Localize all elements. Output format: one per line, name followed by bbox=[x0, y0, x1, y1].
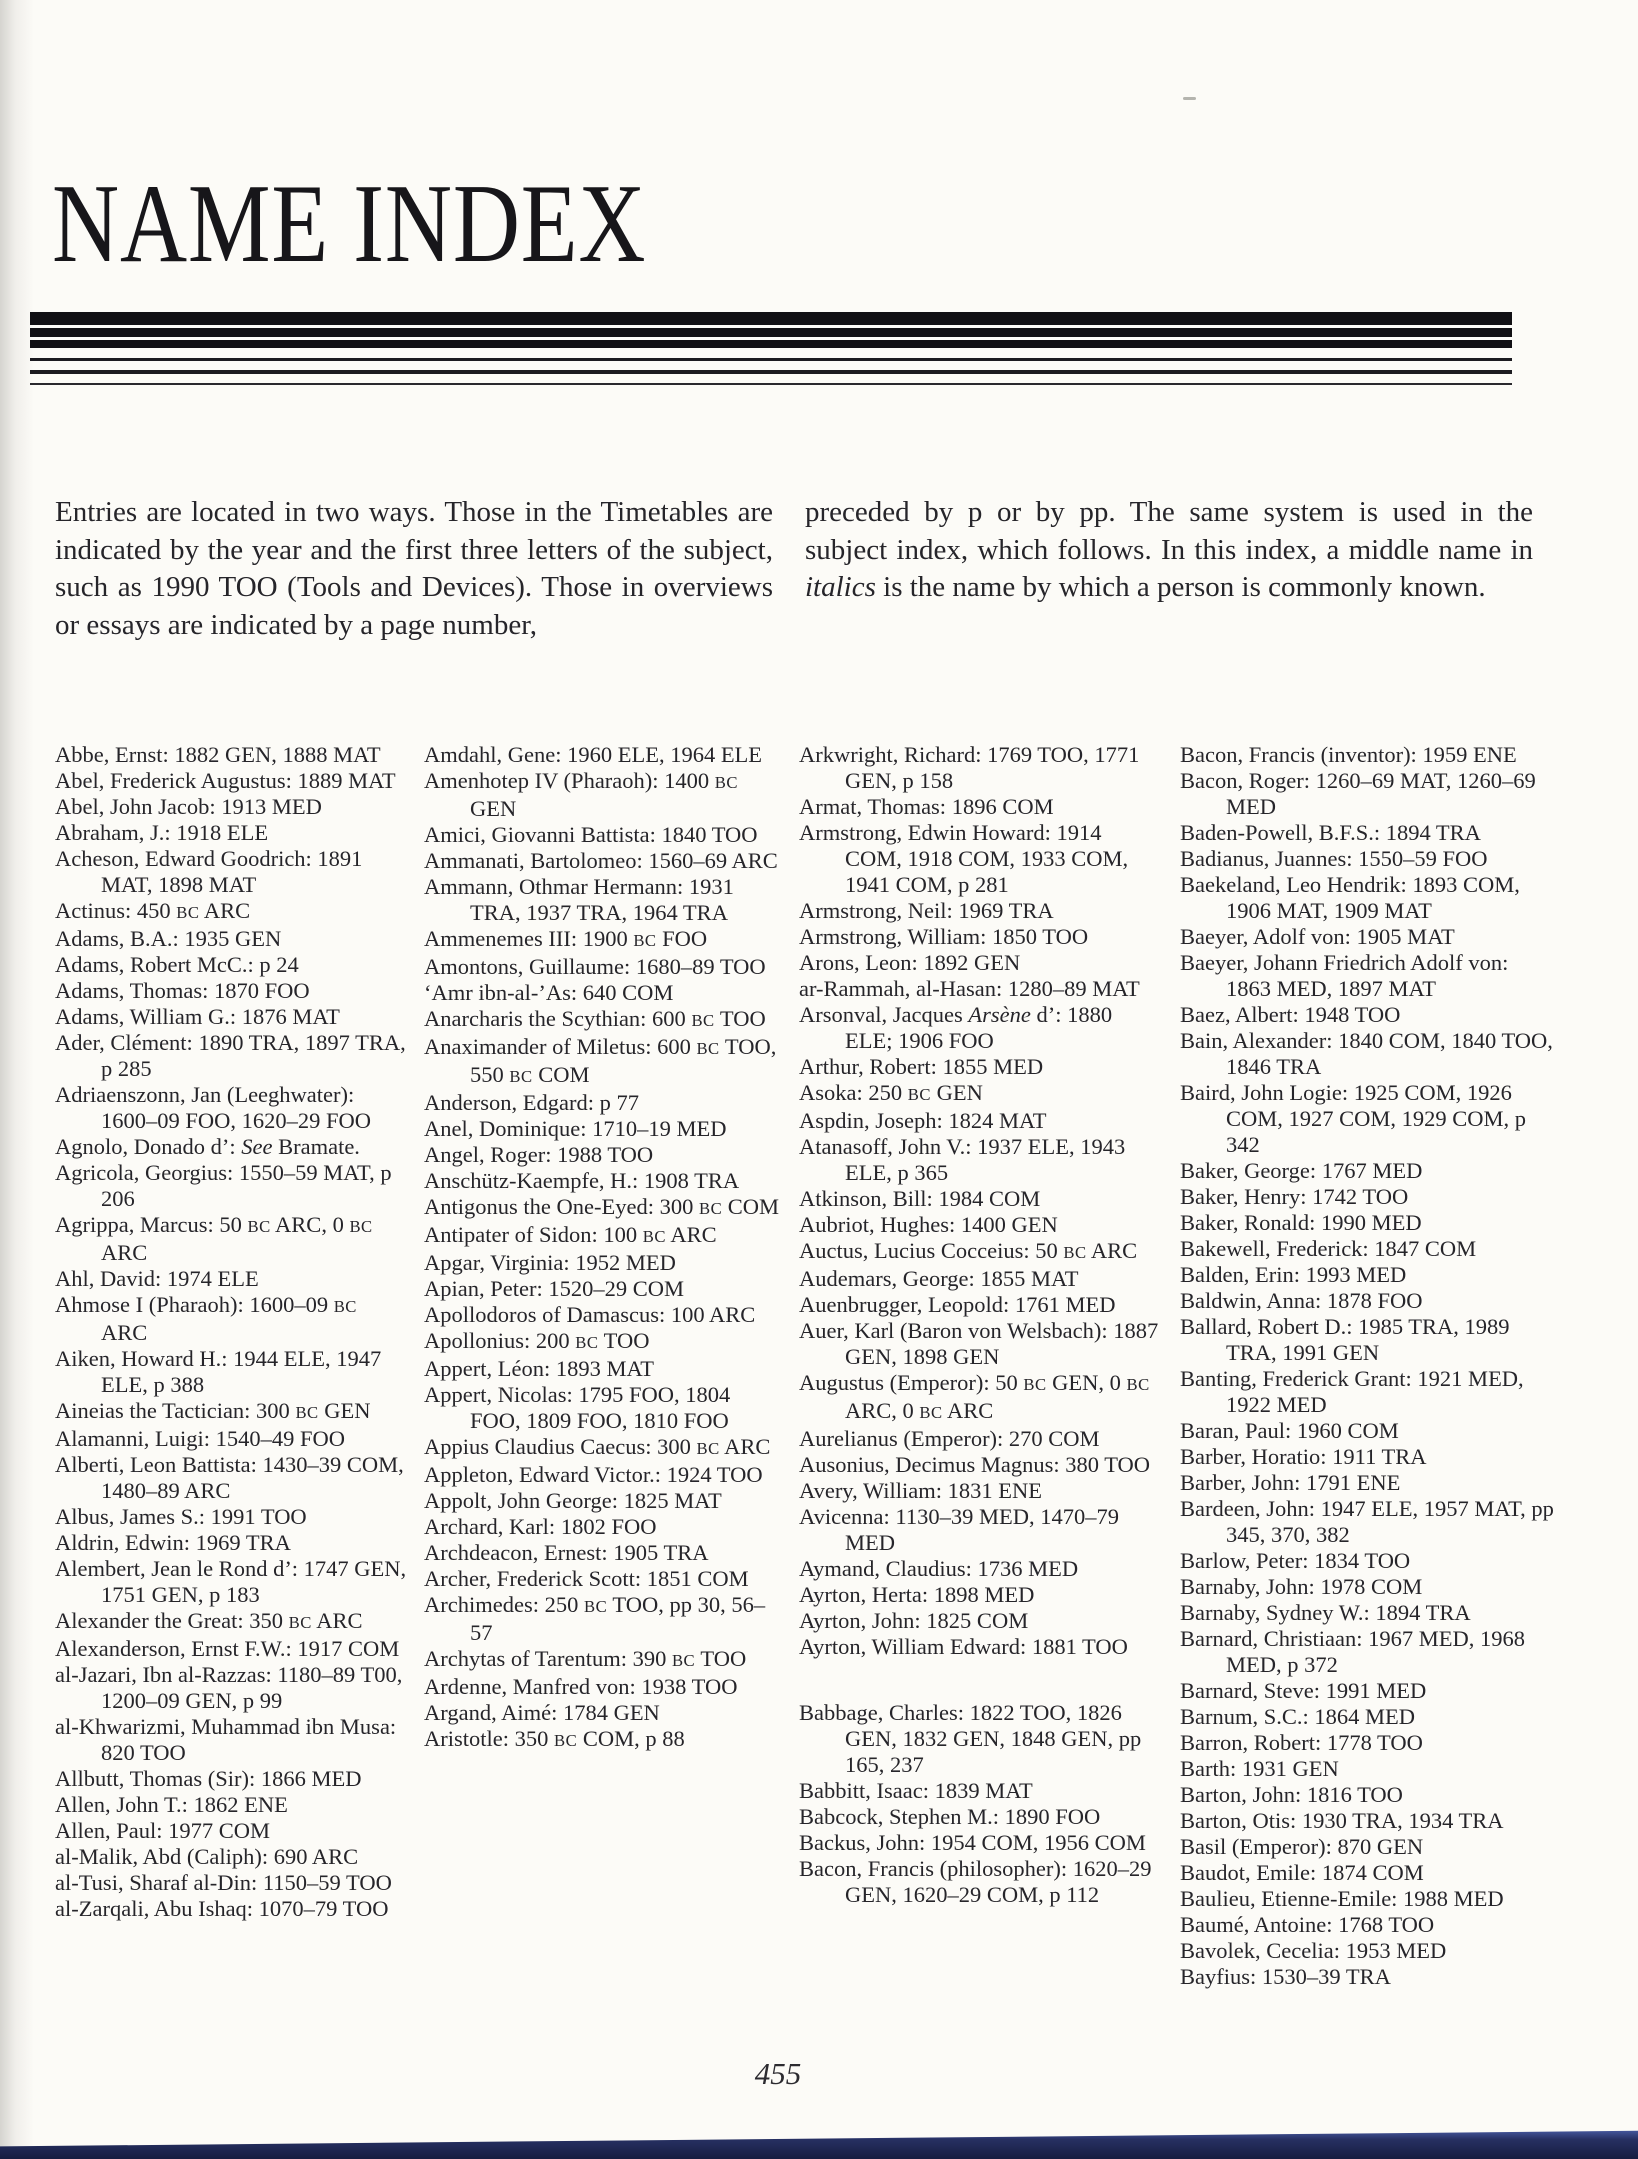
index-entry: Armat, Thomas: 1896 COM bbox=[799, 794, 1054, 819]
index-entry: Abbe, Ernst: 1882 GEN, 1888 MAT bbox=[55, 742, 381, 767]
index-entry: Apgar, Virginia: 1952 MED bbox=[424, 1250, 676, 1275]
index-entry: Angel, Roger: 1988 TOO bbox=[424, 1142, 654, 1167]
index-entry: Alberti, Leon Battista: 1430–39 COM, 1480–89 ARC bbox=[55, 1452, 404, 1503]
index-entry: Alexander the Great: 350 BC ARC bbox=[55, 1608, 363, 1633]
index-entry: Baudot, Emile: 1874 COM bbox=[1180, 1860, 1424, 1885]
index-entry: Ayrton, John: 1825 COM bbox=[799, 1608, 1029, 1633]
index-entry: Ahl, David: 1974 ELE bbox=[55, 1266, 259, 1291]
divider-bar bbox=[30, 340, 1512, 348]
index-entry: Aubriot, Hughes: 1400 GEN bbox=[799, 1212, 1058, 1237]
index-entry: Balden, Erin: 1993 MED bbox=[1180, 1262, 1407, 1287]
index-entry: Banting, Frederick Grant: 1921 MED, 1922 MED bbox=[1180, 1366, 1524, 1417]
index-entry: Badianus, Juannes: 1550–59 FOO bbox=[1180, 846, 1488, 871]
index-entry: Barlow, Peter: 1834 TOO bbox=[1180, 1548, 1411, 1573]
index-entry: ‘Amr ibn-al-’As: 640 COM bbox=[424, 980, 674, 1005]
index-entry: Bakewell, Frederick: 1847 COM bbox=[1180, 1236, 1477, 1261]
name-index bbox=[55, 742, 1555, 1990]
index-entry: Baeyer, Adolf von: 1905 MAT bbox=[1180, 924, 1455, 949]
index-entry: Audemars, George: 1855 MAT bbox=[799, 1266, 1079, 1291]
index-entry: Baden-Powell, B.F.S.: 1894 TRA bbox=[1180, 820, 1481, 845]
page-edge-shadow bbox=[0, 0, 34, 2159]
index-entry: Amici, Giovanni Battista: 1840 TOO bbox=[424, 822, 758, 847]
index-entry: Babbitt, Isaac: 1839 MAT bbox=[799, 1778, 1033, 1803]
index-entry: Auctus, Lucius Cocceius: 50 BC ARC bbox=[799, 1238, 1138, 1263]
title-divider-rules bbox=[30, 312, 1512, 385]
index-entry: Archard, Karl: 1802 FOO bbox=[424, 1514, 657, 1539]
section-gap bbox=[799, 1660, 1163, 1700]
index-entry: Aurelianus (Emperor): 270 COM bbox=[799, 1426, 1100, 1451]
index-entry: Anel, Dominique: 1710–19 MED bbox=[424, 1116, 727, 1141]
divider-line bbox=[30, 370, 1512, 374]
index-entry: Barnard, Steve: 1991 MED bbox=[1180, 1678, 1427, 1703]
index-entry: Ausonius, Decimus Magnus: 380 TOO bbox=[799, 1452, 1151, 1477]
divider-line bbox=[30, 358, 1512, 361]
page-title: NAME INDEX bbox=[52, 162, 647, 286]
index-entry: Aristotle: 350 BC COM, p 88 bbox=[424, 1726, 685, 1751]
index-entry: Ballard, Robert D.: 1985 TRA, 1989 TRA, 1991 GEN bbox=[1180, 1314, 1510, 1365]
index-entry: al-Tusi, Sharaf al-Din: 1150–59 TOO bbox=[55, 1870, 392, 1895]
index-entry: Antigonus the One-Eyed: 300 BC COM bbox=[424, 1194, 780, 1219]
index-entry: Aymand, Claudius: 1736 MED bbox=[799, 1556, 1079, 1581]
index-entry: Baldwin, Anna: 1878 FOO bbox=[1180, 1288, 1423, 1313]
index-entry: Arkwright, Richard: 1769 TOO, 1771 GEN, p 158 bbox=[799, 742, 1140, 793]
index-entry: Ammann, Othmar Hermann: 1931 TRA, 1937 TRA, 1964 TRA bbox=[424, 874, 734, 925]
index-entry: Aldrin, Edwin: 1969 TRA bbox=[55, 1530, 291, 1555]
index-entry: Actinus: 450 BC ARC bbox=[55, 898, 251, 923]
index-entry: Bain, Alexander: 1840 COM, 1840 TOO, 1846 TRA bbox=[1180, 1028, 1553, 1079]
index-entry: Ammanati, Bartolomeo: 1560–69 ARC bbox=[424, 848, 778, 873]
index-entry: Allen, John T.: 1862 ENE bbox=[55, 1792, 288, 1817]
index-entry: Archer, Frederick Scott: 1851 COM bbox=[424, 1566, 749, 1591]
divider-bar bbox=[30, 328, 1512, 337]
index-column-2 bbox=[424, 742, 782, 1754]
index-entry: Archimedes: 250 BC TOO, pp 30, 56–57 bbox=[424, 1592, 766, 1645]
index-entry: Ader, Clément: 1890 TRA, 1897 TRA, p 285 bbox=[55, 1030, 406, 1081]
index-entry: Anarcharis the Scythian: 600 BC TOO bbox=[424, 1006, 766, 1031]
index-entry: Aiken, Howard H.: 1944 ELE, 1947 ELE, p 388 bbox=[55, 1346, 382, 1397]
index-entry: Barnum, S.C.: 1864 MED bbox=[1180, 1704, 1416, 1729]
index-entry: al-Zarqali, Abu Ishaq: 1070–79 TOO bbox=[55, 1896, 389, 1921]
page-number: 455 bbox=[754, 2056, 802, 2091]
index-entry: Antipater of Sidon: 100 BC ARC bbox=[424, 1222, 717, 1247]
index-entry: Arsonval, Jacques Arsène d’: 1880 ELE; 1906 FOO bbox=[799, 1002, 1113, 1053]
index-entry: al-Khwarizmi, Muhammad ibn Musa: 820 TOO bbox=[55, 1714, 397, 1765]
index-entry: Arons, Leon: 1892 GEN bbox=[799, 950, 1021, 975]
index-entry: Bardeen, John: 1947 ELE, 1957 MAT, pp 345, 370, 382 bbox=[1180, 1496, 1554, 1547]
intro-paragraph-left: Entries are located in two ways. Those in the Timetables are indicated by the year and the first three letters of the subject, such as 1990 TOO (Tools and Devices). Those in overviews or essays are indicated by a page number, bbox=[55, 496, 773, 641]
book-cover-edge bbox=[0, 2129, 1638, 2159]
index-entry: Babbage, Charles: 1822 TOO, 1826 GEN, 1832 GEN, 1848 GEN, pp 165, 237 bbox=[799, 1700, 1142, 1777]
index-entry: Alexanderson, Ernst F.W.: 1917 COM bbox=[55, 1636, 400, 1661]
index-entry: Allbutt, Thomas (Sir): 1866 MED bbox=[55, 1766, 362, 1791]
index-entry: Barton, John: 1816 TOO bbox=[1180, 1782, 1403, 1807]
index-entry: Alembert, Jean le Rond d’: 1747 GEN, 1751 GEN, p 183 bbox=[55, 1556, 407, 1607]
index-entry: Arthur, Robert: 1855 MED bbox=[799, 1054, 1044, 1079]
index-entry: Avicenna: 1130–39 MED, 1470–79 MED bbox=[799, 1504, 1119, 1555]
index-entry: Alamanni, Luigi: 1540–49 FOO bbox=[55, 1426, 345, 1451]
intro-paragraphs bbox=[55, 494, 1533, 644]
index-entry: Baumé, Antoine: 1768 TOO bbox=[1180, 1912, 1435, 1937]
divider-bar bbox=[30, 312, 1512, 325]
index-entry: Barnaby, Sydney W.: 1894 TRA bbox=[1180, 1600, 1471, 1625]
index-entry: Agricola, Georgius: 1550–59 MAT, p 206 bbox=[55, 1160, 392, 1211]
index-entry: Babcock, Stephen M.: 1890 FOO bbox=[799, 1804, 1101, 1829]
index-entry: ar-Rammah, al-Hasan: 1280–89 MAT bbox=[799, 976, 1140, 1001]
index-entry: Barton, Otis: 1930 TRA, 1934 TRA bbox=[1180, 1808, 1504, 1833]
index-entry: Adriaenszonn, Jan (Leeghwater): 1600–09 FOO, 1620–29 FOO bbox=[55, 1082, 372, 1133]
index-entry: al-Jazari, Ibn al-Razzas: 1180–89 T00, 1200–09 GEN, p 99 bbox=[55, 1662, 403, 1713]
index-entry: Bacon, Francis (philosopher): 1620–29 GEN, 1620–29 COM, p 112 bbox=[799, 1856, 1152, 1907]
index-entry: Asoka: 250 BC GEN bbox=[799, 1080, 983, 1105]
index-entry: Barth: 1931 GEN bbox=[1180, 1756, 1339, 1781]
index-entry: Barnaby, John: 1978 COM bbox=[1180, 1574, 1423, 1599]
index-entry: Archytas of Tarentum: 390 BC TOO bbox=[424, 1646, 747, 1671]
index-entry: Albus, James S.: 1991 TOO bbox=[55, 1504, 307, 1529]
scan-artifact-mark bbox=[1183, 97, 1196, 100]
index-entry: Amenhotep IV (Pharaoh): 1400 BC GEN bbox=[424, 768, 738, 821]
index-entry: Apian, Peter: 1520–29 COM bbox=[424, 1276, 684, 1301]
index-entry: Argand, Aimé: 1784 GEN bbox=[424, 1700, 660, 1725]
index-entry: Basil (Emperor): 870 GEN bbox=[1180, 1834, 1424, 1859]
index-entry: Ahmose I (Pharaoh): 1600–09 BC ARC bbox=[55, 1292, 357, 1345]
index-entry: Appius Claudius Caecus: 300 BC ARC bbox=[424, 1434, 771, 1459]
index-entry: Agnolo, Donado d’: See Bramate. bbox=[55, 1134, 360, 1159]
index-entry: Baran, Paul: 1960 COM bbox=[1180, 1418, 1399, 1443]
index-entry: Baker, Ronald: 1990 MED bbox=[1180, 1210, 1422, 1235]
index-entry: Atanasoff, John V.: 1937 ELE, 1943 ELE, p 365 bbox=[799, 1134, 1126, 1185]
index-entry: Auer, Karl (Baron von Welsbach): 1887 GEN, 1898 GEN bbox=[799, 1318, 1159, 1369]
index-entry: Anderson, Edgard: p 77 bbox=[424, 1090, 639, 1115]
index-entry: Barron, Robert: 1778 TOO bbox=[1180, 1730, 1423, 1755]
intro-paragraph-right: preceded by p or by pp. The same system is used in the subject index, which follows. In this index, a middle name in italics is the name by which a person is commonly known. bbox=[805, 496, 1533, 603]
index-entry: Apollonius: 200 BC TOO bbox=[424, 1328, 650, 1353]
index-entry: Appert, Léon: 1893 MAT bbox=[424, 1356, 654, 1381]
index-entry: Bacon, Francis (inventor): 1959 ENE bbox=[1180, 742, 1517, 767]
index-entry: Aspdin, Joseph: 1824 MAT bbox=[799, 1108, 1047, 1133]
index-entry: Archdeacon, Ernest: 1905 TRA bbox=[424, 1540, 709, 1565]
index-entry: Augustus (Emperor): 50 BC GEN, 0 BC ARC, 0 BC ARC bbox=[799, 1370, 1150, 1423]
index-entry: Baez, Albert: 1948 TOO bbox=[1180, 1002, 1401, 1027]
index-entry: Allen, Paul: 1977 COM bbox=[55, 1818, 271, 1843]
index-entry: Apollodoros of Damascus: 100 ARC bbox=[424, 1302, 756, 1327]
index-entry: Aineias the Tactician: 300 BC GEN bbox=[55, 1398, 371, 1423]
index-entry: Ayrton, Herta: 1898 MED bbox=[799, 1582, 1035, 1607]
index-entry: Agrippa, Marcus: 50 BC ARC, 0 BC ARC bbox=[55, 1212, 373, 1265]
index-entry: Ardenne, Manfred von: 1938 TOO bbox=[424, 1674, 738, 1699]
index-entry: Baekeland, Leo Hendrik: 1893 COM, 1906 MAT, 1909 MAT bbox=[1180, 872, 1520, 923]
index-entry: Amontons, Guillaume: 1680–89 TOO bbox=[424, 954, 766, 979]
index-entry: Adams, B.A.: 1935 GEN bbox=[55, 926, 282, 951]
index-entry: Amdahl, Gene: 1960 ELE, 1964 ELE bbox=[424, 742, 763, 767]
index-entry: Armstrong, Edwin Howard: 1914 COM, 1918 COM, 1933 COM, 1941 COM, p 281 bbox=[799, 820, 1129, 897]
index-entry: Armstrong, William: 1850 TOO bbox=[799, 924, 1089, 949]
index-entry: Barber, Horatio: 1911 TRA bbox=[1180, 1444, 1427, 1469]
index-entry: Bayfius: 1530–39 TRA bbox=[1180, 1964, 1391, 1989]
index-entry: Adams, Thomas: 1870 FOO bbox=[55, 978, 310, 1003]
index-entry: Bacon, Roger: 1260–69 MAT, 1260–69 MED bbox=[1180, 768, 1536, 819]
index-entry: Barnard, Christiaan: 1967 MED, 1968 MED, p 372 bbox=[1180, 1626, 1525, 1677]
index-entry: Appert, Nicolas: 1795 FOO, 1804 FOO, 1809 FOO, 1810 FOO bbox=[424, 1382, 731, 1433]
index-entry: Appolt, John George: 1825 MAT bbox=[424, 1488, 722, 1513]
index-entry: Abel, John Jacob: 1913 MED bbox=[55, 794, 322, 819]
index-entry: Bavolek, Cecelia: 1953 MED bbox=[1180, 1938, 1447, 1963]
index-entry: Anaximander of Miletus: 600 BC TOO, 550 BC COM bbox=[424, 1034, 777, 1087]
index-entry: Baird, John Logie: 1925 COM, 1926 COM, 1927 COM, 1929 COM, p 342 bbox=[1180, 1080, 1527, 1157]
index-entry: Ammenemes III: 1900 BC FOO bbox=[424, 926, 708, 951]
index-entry: Anschütz-Kaempfe, H.: 1908 TRA bbox=[424, 1168, 740, 1193]
index-entry: Armstrong, Neil: 1969 TRA bbox=[799, 898, 1054, 923]
index-column-3 bbox=[799, 742, 1163, 1908]
index-entry: Ayrton, William Edward: 1881 TOO bbox=[799, 1634, 1128, 1659]
index-entry: Appleton, Edward Victor.: 1924 TOO bbox=[424, 1462, 763, 1487]
index-entry: Abel, Frederick Augustus: 1889 MAT bbox=[55, 768, 396, 793]
index-entry: Atkinson, Bill: 1984 COM bbox=[799, 1186, 1041, 1211]
index-entry: Baker, George: 1767 MED bbox=[1180, 1158, 1423, 1183]
index-entry: Barber, John: 1791 ENE bbox=[1180, 1470, 1401, 1495]
divider-line bbox=[30, 383, 1512, 385]
index-entry: Auenbrugger, Leopold: 1761 MED bbox=[799, 1292, 1116, 1317]
index-entry: Baulieu, Etienne-Emile: 1988 MED bbox=[1180, 1886, 1504, 1911]
index-entry: al-Malik, Abd (Caliph): 690 ARC bbox=[55, 1844, 359, 1869]
index-entry: Adams, Robert McC.: p 24 bbox=[55, 952, 299, 977]
index-column-1 bbox=[55, 742, 407, 1922]
index-entry: Acheson, Edward Goodrich: 1891 MAT, 1898 MAT bbox=[55, 846, 363, 897]
index-entry: Baker, Henry: 1742 TOO bbox=[1180, 1184, 1409, 1209]
index-column-4 bbox=[1180, 742, 1555, 1990]
index-entry: Baeyer, Johann Friedrich Adolf von: 1863 MED, 1897 MAT bbox=[1180, 950, 1509, 1001]
index-entry: Backus, John: 1954 COM, 1956 COM bbox=[799, 1830, 1146, 1855]
index-entry: Abraham, J.: 1918 ELE bbox=[55, 820, 269, 845]
index-entry: Adams, William G.: 1876 MAT bbox=[55, 1004, 340, 1029]
index-entry: Avery, William: 1831 ENE bbox=[799, 1478, 1043, 1503]
